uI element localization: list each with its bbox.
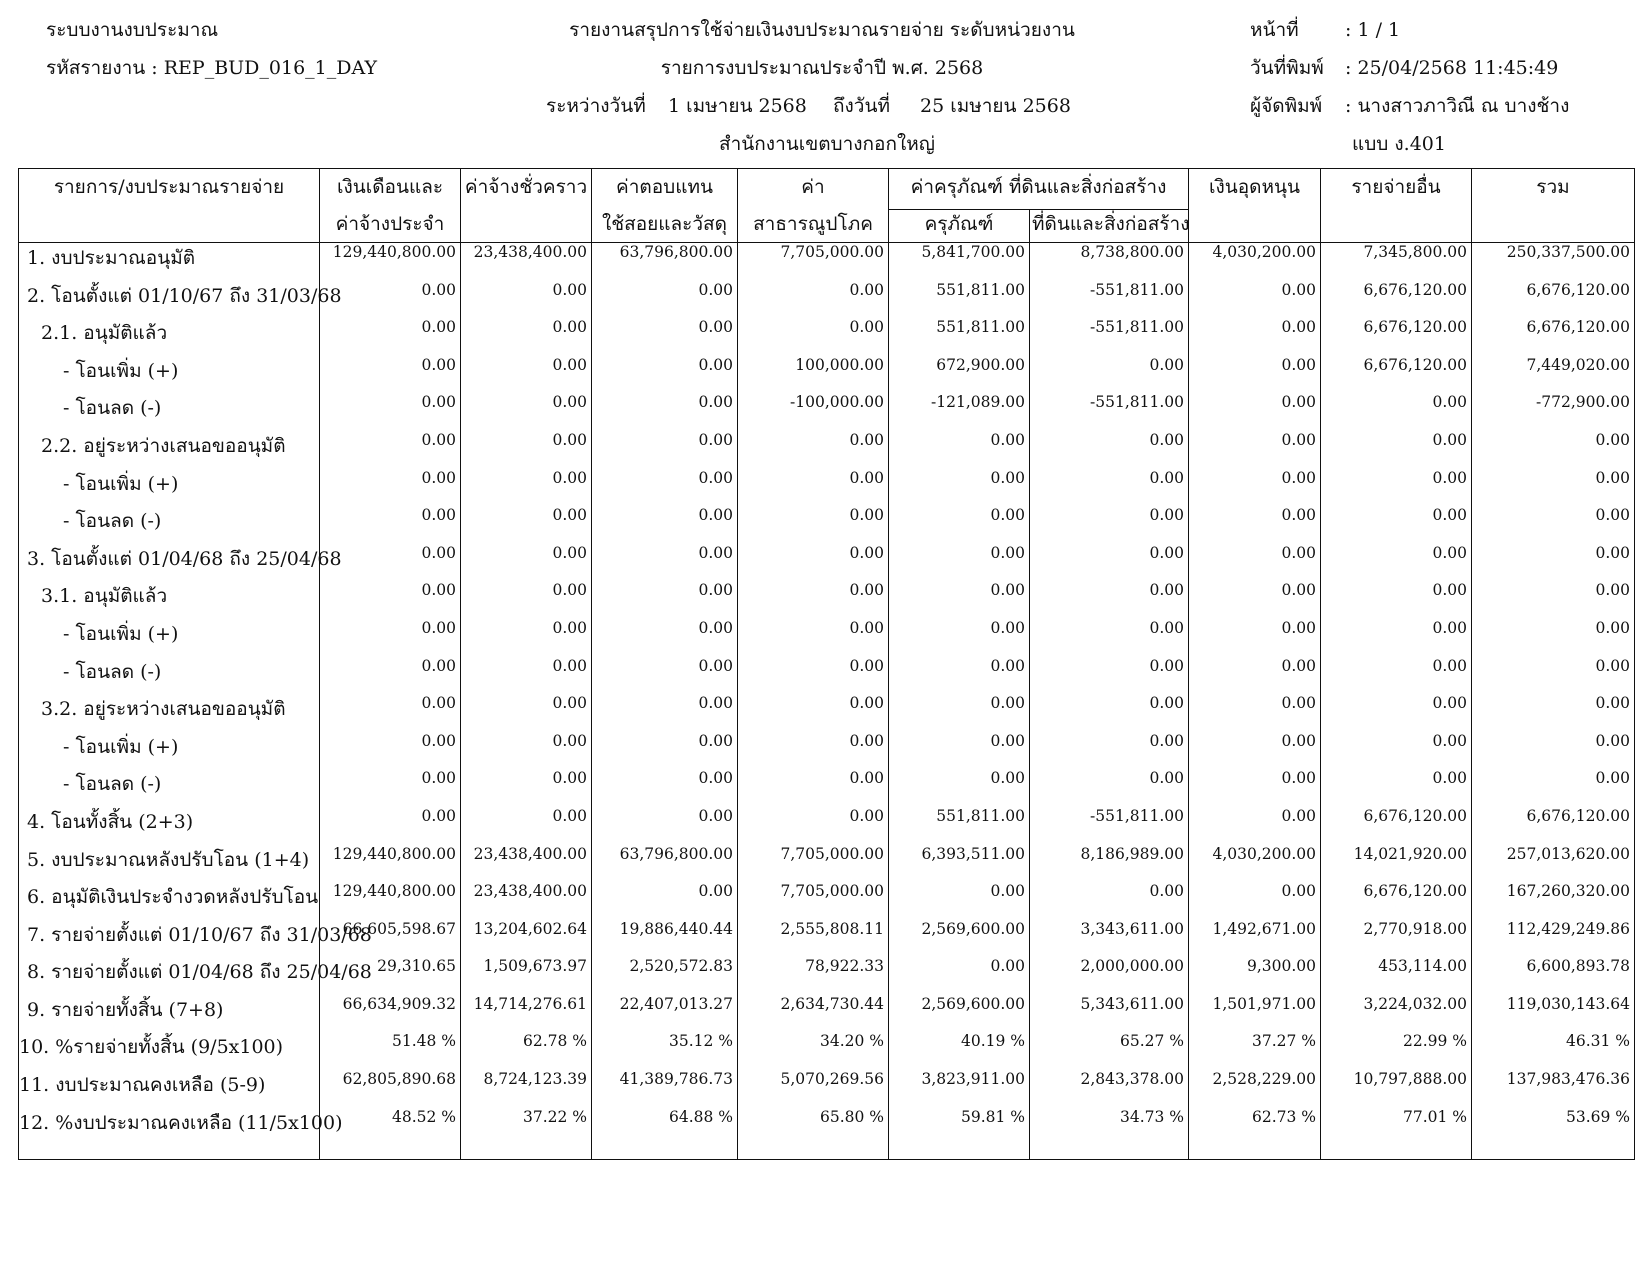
cell-value: 0.00 bbox=[592, 882, 738, 920]
cell-value: 0.00 bbox=[738, 281, 889, 319]
cell-value: 257,013,620.00 bbox=[1472, 845, 1635, 883]
cell-value: 0.00 bbox=[1030, 732, 1189, 770]
row-label: 4. โอนทั้งสิ้น (2+3) bbox=[19, 807, 320, 845]
cell-value: 7,705,000.00 bbox=[738, 845, 889, 883]
cell-value: 6,676,120.00 bbox=[1321, 318, 1472, 356]
cell-value: 0.00 bbox=[320, 281, 461, 319]
cell-value: 0.00 bbox=[1189, 544, 1321, 582]
cell-value: 0.00 bbox=[889, 581, 1030, 619]
cell-value: 0.00 bbox=[320, 393, 461, 431]
cell-value: 0.00 bbox=[889, 732, 1030, 770]
col-header-compensation: ค่าตอบแทน bbox=[592, 169, 738, 210]
col-header-utilities-2: สาธารณูปโภค bbox=[738, 210, 889, 243]
cell-value: 0.00 bbox=[1189, 619, 1321, 657]
cell-value: 29,310.65 bbox=[320, 957, 461, 995]
cell-value: 0.00 bbox=[1189, 882, 1321, 920]
cell-value: 1,509,673.97 bbox=[461, 957, 592, 995]
cell-value: 0.00 bbox=[889, 957, 1030, 995]
cell-value: -772,900.00 bbox=[1472, 393, 1635, 431]
cell-value: 3,224,032.00 bbox=[1321, 995, 1472, 1033]
cell-value: 0.00 bbox=[1189, 393, 1321, 431]
cell-value: 0.00 bbox=[1472, 732, 1635, 770]
table-row bbox=[19, 469, 1635, 507]
cell-value: 0.00 bbox=[320, 581, 461, 619]
cell-value: 34.20 % bbox=[738, 1032, 889, 1070]
cell-value: 22,407,013.27 bbox=[592, 995, 738, 1033]
cell-value: 6,676,120.00 bbox=[1321, 882, 1472, 920]
table-row bbox=[19, 732, 1635, 770]
cell-value: 13,204,602.64 bbox=[461, 920, 592, 958]
table-row bbox=[19, 845, 1635, 883]
table-row bbox=[19, 807, 1635, 845]
cell-value: -551,811.00 bbox=[1030, 393, 1189, 431]
cell-value: -551,811.00 bbox=[1030, 318, 1189, 356]
cell-value: 5,343,611.00 bbox=[1030, 995, 1189, 1033]
cell-value: 0.00 bbox=[1321, 506, 1472, 544]
cell-value: 0.00 bbox=[889, 619, 1030, 657]
cell-value: 23,438,400.00 bbox=[461, 845, 592, 883]
cell-value: 0.00 bbox=[738, 506, 889, 544]
row-label: 5. งบประมาณหลังปรับโอน (1+4) bbox=[19, 845, 320, 883]
cell-value: 22.99 % bbox=[1321, 1032, 1472, 1070]
cell-value: 6,676,120.00 bbox=[1472, 807, 1635, 845]
cell-value: 0.00 bbox=[1189, 356, 1321, 394]
table-row bbox=[19, 694, 1635, 732]
cell-value: 0.00 bbox=[738, 807, 889, 845]
cell-value: 0.00 bbox=[1189, 318, 1321, 356]
cell-value: 2,843,378.00 bbox=[1030, 1070, 1189, 1108]
cell-value: 0.00 bbox=[889, 657, 1030, 695]
cell-value: 78,922.33 bbox=[738, 957, 889, 995]
table-row bbox=[19, 318, 1635, 356]
cell-value: 0.00 bbox=[461, 544, 592, 582]
cell-value: 51.48 % bbox=[320, 1032, 461, 1070]
cell-value: 2,520,572.83 bbox=[592, 957, 738, 995]
cell-value: 0.00 bbox=[889, 431, 1030, 469]
cell-value: 0.00 bbox=[1472, 581, 1635, 619]
col-header-temp-wage: ค่าจ้างชั่วคราว bbox=[461, 169, 592, 243]
cell-value: 14,021,920.00 bbox=[1321, 845, 1472, 883]
row-label: 6. อนุมัติเงินประจำงวดหลังปรับโอน bbox=[19, 882, 320, 920]
row-label: 9. รายจ่ายทั้งสิ้น (7+8) bbox=[19, 995, 320, 1033]
cell-value: 8,738,800.00 bbox=[1030, 243, 1189, 281]
cell-value: 0.00 bbox=[889, 469, 1030, 507]
cell-value: 0.00 bbox=[592, 657, 738, 695]
cell-value: 0.00 bbox=[592, 393, 738, 431]
cell-value: 0.00 bbox=[889, 544, 1030, 582]
cell-value: 77.01 % bbox=[1321, 1108, 1472, 1160]
cell-value: 3,823,911.00 bbox=[889, 1070, 1030, 1108]
table-row bbox=[19, 356, 1635, 394]
col-header-capital: ค่าครุภัณฑ์ ที่ดินและสิ่งก่อสร้าง bbox=[889, 169, 1189, 210]
cell-value: 0.00 bbox=[320, 318, 461, 356]
cell-value: 112,429,249.86 bbox=[1472, 920, 1635, 958]
row-label: - โอนเพิ่ม (+) bbox=[19, 732, 320, 770]
table-row bbox=[19, 506, 1635, 544]
table-row bbox=[19, 995, 1635, 1033]
cell-value: 0.00 bbox=[461, 619, 592, 657]
cell-value: 0.00 bbox=[320, 732, 461, 770]
cell-value: 0.00 bbox=[1472, 694, 1635, 732]
cell-value: -100,000.00 bbox=[738, 393, 889, 431]
row-label: - โอนลด (-) bbox=[19, 769, 320, 807]
cell-value: 0.00 bbox=[1321, 657, 1472, 695]
cell-value: 46.31 % bbox=[1472, 1032, 1635, 1070]
cell-value: 0.00 bbox=[1472, 657, 1635, 695]
cell-value: 37.22 % bbox=[461, 1108, 592, 1160]
cell-value: 0.00 bbox=[461, 431, 592, 469]
cell-value: 0.00 bbox=[461, 281, 592, 319]
report-code: รหัสรายงาน : REP_BUD_016_1_DAY bbox=[46, 57, 377, 79]
row-label: 10. %รายจ่ายทั้งสิ้น (9/5x100) bbox=[19, 1032, 320, 1070]
cell-value: 0.00 bbox=[738, 657, 889, 695]
cell-value: 0.00 bbox=[592, 281, 738, 319]
cell-value: 100,000.00 bbox=[738, 356, 889, 394]
cell-value: 0.00 bbox=[1030, 694, 1189, 732]
cell-value: 0.00 bbox=[1030, 469, 1189, 507]
table-row bbox=[19, 769, 1635, 807]
row-label: 3.1. อนุมัติแล้ว bbox=[19, 581, 320, 619]
row-label: 1. งบประมาณอนุมัติ bbox=[19, 243, 320, 281]
row-label: 11. งบประมาณคงเหลือ (5-9) bbox=[19, 1070, 320, 1108]
budget-report-table bbox=[18, 168, 1635, 1160]
table-row bbox=[19, 431, 1635, 469]
cell-value: 37.27 % bbox=[1189, 1032, 1321, 1070]
page-label: หน้าที่ bbox=[1250, 19, 1299, 41]
row-label: - โอนเพิ่ม (+) bbox=[19, 356, 320, 394]
cell-value: 34.73 % bbox=[1030, 1108, 1189, 1160]
table-row bbox=[19, 393, 1635, 431]
cell-value: 0.00 bbox=[592, 356, 738, 394]
cell-value: 59.81 % bbox=[889, 1108, 1030, 1160]
cell-value: 66,634,909.32 bbox=[320, 995, 461, 1033]
cell-value: 0.00 bbox=[1030, 544, 1189, 582]
cell-value: 0.00 bbox=[889, 769, 1030, 807]
cell-value: 0.00 bbox=[461, 318, 592, 356]
cell-value: 0.00 bbox=[320, 619, 461, 657]
cell-value: 6,676,120.00 bbox=[1321, 281, 1472, 319]
cell-value: 2,634,730.44 bbox=[738, 995, 889, 1033]
cell-value: 4,030,200.00 bbox=[1189, 845, 1321, 883]
cell-value: 0.00 bbox=[1321, 694, 1472, 732]
cell-value: 7,449,020.00 bbox=[1472, 356, 1635, 394]
cell-value: 14,714,276.61 bbox=[461, 995, 592, 1033]
cell-value: 0.00 bbox=[592, 431, 738, 469]
cell-value: 0.00 bbox=[1030, 769, 1189, 807]
cell-value: 62.73 % bbox=[1189, 1108, 1321, 1160]
date-to-label: ถึงวันที่ bbox=[833, 95, 890, 117]
cell-value: 1,492,671.00 bbox=[1189, 920, 1321, 958]
cell-value: 0.00 bbox=[461, 506, 592, 544]
cell-value: 0.00 bbox=[1321, 544, 1472, 582]
cell-value: 7,705,000.00 bbox=[738, 243, 889, 281]
report-subtitle: รายการงบประมาณประจำปี พ.ศ. 2568 bbox=[660, 57, 984, 79]
cell-value: 0.00 bbox=[1321, 732, 1472, 770]
table-row bbox=[19, 1070, 1635, 1108]
cell-value: 0.00 bbox=[1030, 506, 1189, 544]
col-header-utilities: ค่า bbox=[738, 169, 889, 210]
cell-value: 0.00 bbox=[738, 769, 889, 807]
row-label: 3. โอนตั้งแต่ 01/04/68 ถึง 25/04/68 bbox=[19, 544, 320, 582]
row-label: 2.1. อนุมัติแล้ว bbox=[19, 318, 320, 356]
col-header-land-building: ที่ดินและสิ่งก่อสร้าง bbox=[1030, 210, 1189, 243]
cell-value: 0.00 bbox=[738, 544, 889, 582]
cell-value: 0.00 bbox=[738, 469, 889, 507]
cell-value: 119,030,143.64 bbox=[1472, 995, 1635, 1033]
cell-value: 0.00 bbox=[592, 807, 738, 845]
cell-value: 0.00 bbox=[320, 769, 461, 807]
date-to: 25 เมษายน 2568 bbox=[920, 95, 1071, 117]
print-date-value: : 25/04/2568 11:45:49 bbox=[1345, 57, 1559, 79]
cell-value: 0.00 bbox=[1189, 281, 1321, 319]
cell-value: 4,030,200.00 bbox=[1189, 243, 1321, 281]
row-label: 2.2. อยู่ระหว่างเสนอขออนุมัติ bbox=[19, 431, 320, 469]
cell-value: 6,676,120.00 bbox=[1321, 356, 1472, 394]
date-from-label: ระหว่างวันที่ bbox=[546, 95, 646, 117]
cell-value: 0.00 bbox=[461, 393, 592, 431]
cell-value: 0.00 bbox=[320, 469, 461, 507]
cell-value: 7,345,800.00 bbox=[1321, 243, 1472, 281]
cell-value: 0.00 bbox=[461, 581, 592, 619]
cell-value: 0.00 bbox=[738, 619, 889, 657]
cell-value: 0.00 bbox=[1321, 431, 1472, 469]
cell-value: 2,528,229.00 bbox=[1189, 1070, 1321, 1108]
cell-value: 0.00 bbox=[1189, 807, 1321, 845]
table-row bbox=[19, 619, 1635, 657]
cell-value: 0.00 bbox=[1189, 657, 1321, 695]
cell-value: 551,811.00 bbox=[889, 318, 1030, 356]
cell-value: 0.00 bbox=[738, 431, 889, 469]
cell-value: 23,438,400.00 bbox=[461, 882, 592, 920]
cell-value: 2,000,000.00 bbox=[1030, 957, 1189, 995]
cell-value: 6,676,120.00 bbox=[1321, 807, 1472, 845]
cell-value: 2,770,918.00 bbox=[1321, 920, 1472, 958]
col-header-compensation-2: ใช้สอยและวัสดุ bbox=[592, 210, 738, 243]
cell-value: 5,841,700.00 bbox=[889, 243, 1030, 281]
table-row bbox=[19, 243, 1635, 281]
cell-value: 0.00 bbox=[1321, 469, 1472, 507]
col-header-subsidy: เงินอุดหนุน bbox=[1189, 169, 1321, 243]
cell-value: 453,114.00 bbox=[1321, 957, 1472, 995]
cell-value: 0.00 bbox=[1189, 469, 1321, 507]
print-date-label: วันที่พิมพ์ bbox=[1250, 57, 1324, 79]
col-header-salary-2: ค่าจ้างประจำ bbox=[320, 210, 461, 243]
office-name: สำนักงานเขตบางกอกใหญ่ bbox=[719, 133, 935, 155]
cell-value: 0.00 bbox=[1030, 356, 1189, 394]
cell-value: 0.00 bbox=[592, 619, 738, 657]
cell-value: 6,600,893.78 bbox=[1472, 957, 1635, 995]
cell-value: 63,796,800.00 bbox=[592, 845, 738, 883]
cell-value: 167,260,320.00 bbox=[1472, 882, 1635, 920]
cell-value: 19,886,440.44 bbox=[592, 920, 738, 958]
cell-value: -551,811.00 bbox=[1030, 807, 1189, 845]
col-header-total: รวม bbox=[1472, 169, 1635, 243]
cell-value: 0.00 bbox=[592, 544, 738, 582]
cell-value: 0.00 bbox=[889, 882, 1030, 920]
cell-value: 0.00 bbox=[1321, 769, 1472, 807]
printed-by-label: ผู้จัดพิมพ์ bbox=[1250, 95, 1323, 117]
cell-value: 0.00 bbox=[738, 694, 889, 732]
cell-value: 40.19 % bbox=[889, 1032, 1030, 1070]
cell-value: 0.00 bbox=[1030, 657, 1189, 695]
cell-value: 0.00 bbox=[1472, 619, 1635, 657]
cell-value: 65.27 % bbox=[1030, 1032, 1189, 1070]
cell-value: 23,438,400.00 bbox=[461, 243, 592, 281]
cell-value: 0.00 bbox=[320, 694, 461, 732]
cell-value: 0.00 bbox=[1472, 469, 1635, 507]
col-header-other: รายจ่ายอื่น bbox=[1321, 169, 1472, 243]
cell-value: 0.00 bbox=[1189, 732, 1321, 770]
col-header-item: รายการ/งบประมาณรายจ่าย bbox=[19, 169, 320, 243]
cell-value: 6,676,120.00 bbox=[1472, 318, 1635, 356]
cell-value: 64.88 % bbox=[592, 1108, 738, 1160]
cell-value: 8,724,123.39 bbox=[461, 1070, 592, 1108]
cell-value: 0.00 bbox=[592, 769, 738, 807]
cell-value: 137,983,476.36 bbox=[1472, 1070, 1635, 1108]
cell-value: 41,389,786.73 bbox=[592, 1070, 738, 1108]
cell-value: 0.00 bbox=[1030, 581, 1189, 619]
cell-value: 0.00 bbox=[1472, 769, 1635, 807]
col-header-equipment: ครุภัณฑ์ bbox=[889, 210, 1030, 243]
cell-value: 0.00 bbox=[461, 356, 592, 394]
cell-value: 0.00 bbox=[592, 318, 738, 356]
cell-value: 35.12 % bbox=[592, 1032, 738, 1070]
cell-value: 65.80 % bbox=[738, 1108, 889, 1160]
table-row bbox=[19, 1032, 1635, 1070]
cell-value: 0.00 bbox=[592, 506, 738, 544]
cell-value: 0.00 bbox=[1030, 882, 1189, 920]
cell-value: 63,796,800.00 bbox=[592, 243, 738, 281]
cell-value: 48.52 % bbox=[320, 1108, 461, 1160]
cell-value: 0.00 bbox=[461, 657, 592, 695]
row-label: 8. รายจ่ายตั้งแต่ 01/04/68 ถึง 25/04/68 bbox=[19, 957, 320, 995]
cell-value: 0.00 bbox=[592, 581, 738, 619]
cell-value: 0.00 bbox=[1321, 581, 1472, 619]
cell-value: 0.00 bbox=[1472, 506, 1635, 544]
row-label: - โอนเพิ่ม (+) bbox=[19, 469, 320, 507]
printed-by-value: : นางสาวภาวิณี ณ บางช้าง bbox=[1345, 95, 1570, 117]
report-title: รายงานสรุปการใช้จ่ายเงินงบประมาณรายจ่าย ระดับหน่วยงาน bbox=[569, 19, 1075, 41]
cell-value: 6,393,511.00 bbox=[889, 845, 1030, 883]
cell-value: 2,569,600.00 bbox=[889, 920, 1030, 958]
cell-value: 551,811.00 bbox=[889, 281, 1030, 319]
cell-value: 0.00 bbox=[320, 657, 461, 695]
cell-value: 0.00 bbox=[320, 544, 461, 582]
cell-value: 2,555,808.11 bbox=[738, 920, 889, 958]
cell-value: 0.00 bbox=[1472, 544, 1635, 582]
cell-value: 0.00 bbox=[1189, 581, 1321, 619]
cell-value: 0.00 bbox=[1321, 393, 1472, 431]
cell-value: 0.00 bbox=[1030, 431, 1189, 469]
cell-value: 10,797,888.00 bbox=[1321, 1070, 1472, 1108]
table-row bbox=[19, 1108, 1635, 1160]
table-row bbox=[19, 281, 1635, 319]
cell-value: 0.00 bbox=[592, 469, 738, 507]
cell-value: 672,900.00 bbox=[889, 356, 1030, 394]
cell-value: 0.00 bbox=[320, 506, 461, 544]
cell-value: 129,440,800.00 bbox=[320, 882, 461, 920]
page-value: : 1 / 1 bbox=[1345, 19, 1401, 41]
cell-value: 5,070,269.56 bbox=[738, 1070, 889, 1108]
table-row bbox=[19, 957, 1635, 995]
cell-value: 6,676,120.00 bbox=[1472, 281, 1635, 319]
cell-value: 0.00 bbox=[1321, 619, 1472, 657]
cell-value: 3,343,611.00 bbox=[1030, 920, 1189, 958]
cell-value: 0.00 bbox=[320, 356, 461, 394]
cell-value: 0.00 bbox=[1189, 506, 1321, 544]
cell-value: -551,811.00 bbox=[1030, 281, 1189, 319]
row-label: - โอนลด (-) bbox=[19, 506, 320, 544]
table-row bbox=[19, 581, 1635, 619]
table-row bbox=[19, 544, 1635, 582]
cell-value: 53.69 % bbox=[1472, 1108, 1635, 1160]
cell-value: 0.00 bbox=[889, 506, 1030, 544]
row-label: 2. โอนตั้งแต่ 01/10/67 ถึง 31/03/68 bbox=[19, 281, 320, 319]
cell-value: 0.00 bbox=[461, 807, 592, 845]
form-code: แบบ ง.401 bbox=[1352, 133, 1446, 155]
cell-value: 0.00 bbox=[592, 732, 738, 770]
row-label: 12. %งบประมาณคงเหลือ (11/5x100) bbox=[19, 1108, 320, 1160]
cell-value: 0.00 bbox=[1189, 769, 1321, 807]
cell-value: 0.00 bbox=[1472, 431, 1635, 469]
row-label: - โอนเพิ่ม (+) bbox=[19, 619, 320, 657]
cell-value: 2,569,600.00 bbox=[889, 995, 1030, 1033]
cell-value: 0.00 bbox=[320, 431, 461, 469]
cell-value: 0.00 bbox=[738, 581, 889, 619]
cell-value: 0.00 bbox=[320, 807, 461, 845]
col-header-salary: เงินเดือนและ bbox=[320, 169, 461, 210]
cell-value: 62,805,890.68 bbox=[320, 1070, 461, 1108]
cell-value: 8,186,989.00 bbox=[1030, 845, 1189, 883]
cell-value: 66,605,598.67 bbox=[320, 920, 461, 958]
cell-value: 0.00 bbox=[461, 769, 592, 807]
cell-value: 0.00 bbox=[461, 469, 592, 507]
table-row bbox=[19, 657, 1635, 695]
table-row bbox=[19, 920, 1635, 958]
cell-value: 0.00 bbox=[1189, 431, 1321, 469]
cell-value: 62.78 % bbox=[461, 1032, 592, 1070]
date-from: 1 เมษายน 2568 bbox=[668, 95, 807, 117]
cell-value: -121,089.00 bbox=[889, 393, 1030, 431]
row-label: 3.2. อยู่ระหว่างเสนอขออนุมัติ bbox=[19, 694, 320, 732]
cell-value: 250,337,500.00 bbox=[1472, 243, 1635, 281]
cell-value: 129,440,800.00 bbox=[320, 845, 461, 883]
table-row bbox=[19, 882, 1635, 920]
cell-value: 0.00 bbox=[461, 694, 592, 732]
cell-value: 0.00 bbox=[889, 694, 1030, 732]
cell-value: 0.00 bbox=[738, 318, 889, 356]
cell-value: 0.00 bbox=[1189, 694, 1321, 732]
cell-value: 9,300.00 bbox=[1189, 957, 1321, 995]
cell-value: 551,811.00 bbox=[889, 807, 1030, 845]
cell-value: 0.00 bbox=[1030, 619, 1189, 657]
cell-value: 129,440,800.00 bbox=[320, 243, 461, 281]
row-label: 7. รายจ่ายตั้งแต่ 01/10/67 ถึง 31/03/68 bbox=[19, 920, 320, 958]
row-label: - โอนลด (-) bbox=[19, 393, 320, 431]
system-name: ระบบงานงบประมาณ bbox=[46, 19, 219, 41]
cell-value: 1,501,971.00 bbox=[1189, 995, 1321, 1033]
row-label: - โอนลด (-) bbox=[19, 657, 320, 695]
cell-value: 0.00 bbox=[461, 732, 592, 770]
cell-value: 0.00 bbox=[738, 732, 889, 770]
cell-value: 0.00 bbox=[592, 694, 738, 732]
cell-value: 7,705,000.00 bbox=[738, 882, 889, 920]
